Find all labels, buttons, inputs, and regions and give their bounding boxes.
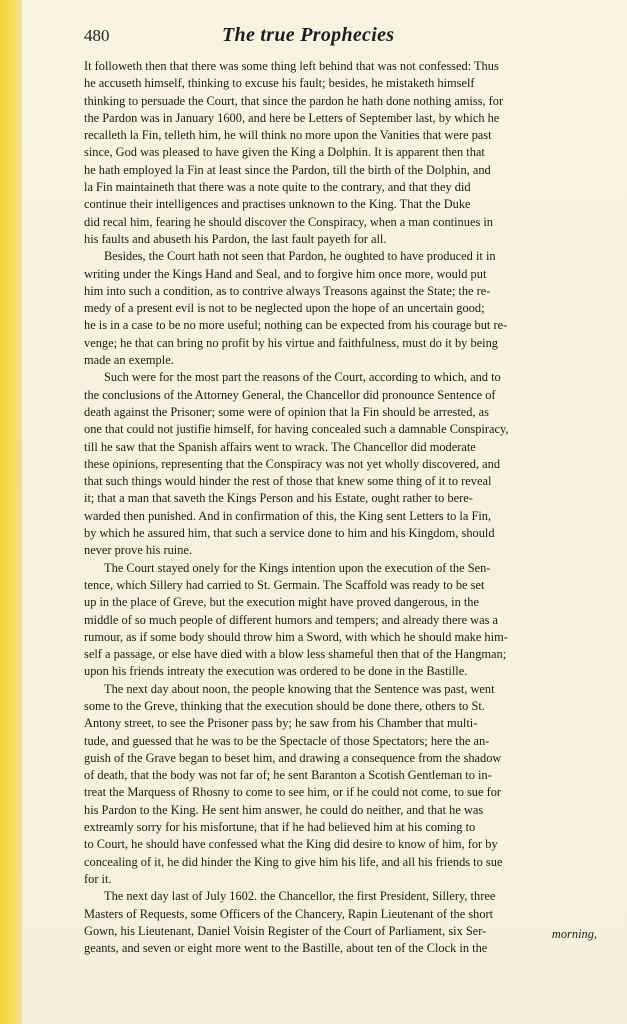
text-line: did recal him, fearing he should discover the Conspiracy, when a man continues in: [84, 214, 494, 229]
text-line: concealing of it, he did hinder the King to give him his life, and all his friends to sue: [84, 854, 503, 869]
text-line: guish of the Grave began to beset him, and drawing a consequence from the shadow: [84, 750, 502, 765]
text-line: it; that a man that saveth the Kings Person and his Estate, ought rather to bere-: [84, 491, 473, 506]
text-line: tude, and guessed that he was to be the Spectacle of those Spectators; here the an-: [84, 733, 490, 748]
text-line: he hath employed la Fin at least since the Pardon, till the birth of the Dolphin, and: [84, 162, 491, 177]
text-line: treat the Marquess of Rhosny to come to see him, or if he could not come, to sue for: [84, 785, 502, 800]
text-line: up in the place of Greve, but the execution might have proved dangerous, in the: [84, 595, 479, 610]
text-line: him into such a condition, as to contrive always Treasons against the State; the re-: [84, 283, 491, 298]
text-line: medy of a present evil is not to be neglected upon the hope of an uncertain good;: [84, 301, 485, 316]
text-line: It followeth then that there was some thing left behind that was not confessed: Thus: [84, 59, 499, 73]
text-line: Besides, the Court hath not seen that Pardon, he oughted to have produced it in: [104, 249, 496, 264]
text-line: made an exemple.: [84, 353, 174, 368]
catchword: morning,: [551, 927, 597, 941]
text-line: writing under the Kings Hand and Seal, and to forgive him once more, would put: [84, 266, 487, 281]
text-line: death against the Prisoner; some were of opinion that la Fin should be arrested, as: [84, 404, 490, 419]
text-line: Such were for the most part the reasons of the Court, according to which, and to: [104, 370, 501, 385]
text-line: recalleth la Fin, telleth him, he will think no more upon the Vanities that were past: [84, 128, 492, 143]
page-header: [84, 24, 604, 52]
text-line: to Court, he should have confessed what the King did desire to know of him, for by: [84, 837, 498, 852]
text-line: the conclusions of the Attorney General, the Chancellor did pronounce Sentence of: [84, 387, 496, 402]
running-title: The true Prophecies: [222, 24, 395, 46]
text-line: Masters of Requests, some Officers of the Chancery, Rapin Lieutenant of the short: [84, 906, 494, 921]
text-line: some to the Greve, thinking that the execution should be done there, others to St.: [84, 698, 485, 713]
text-line: he accuseth himself, thinking to excuse his fault; besides, he mistaketh himself: [84, 76, 475, 91]
text-line: for it.: [84, 871, 112, 886]
text-line: his Pardon to the King. He sent him answer, he could do neither, and that he was: [84, 802, 484, 817]
text-line: by which he assured him, that such a service done to him and his Kingdom, should: [84, 526, 495, 541]
text-line: these opinions, representing that the Conspiracy was not yet wholly discovered, and: [84, 456, 501, 471]
text-line: never prove his ruine.: [84, 543, 193, 558]
text-line: The next day last of July 1602. the Chancellor, the first President, Sillery, three: [104, 889, 496, 904]
text-line: till he saw that the Spanish affairs went to wrack. The Chancellor did moderate: [84, 439, 476, 454]
book-binding-edge: [0, 0, 22, 1024]
text-line: warded then punished. And in confirmation of this, the King sent Letters to la Fin,: [84, 508, 492, 523]
text-line: The next day about noon, the people knowing that the Sentence was past, went: [104, 681, 495, 696]
text-line: that such things would hinder the rest of those that knew some thing of it to reveal: [84, 474, 492, 489]
text-line: venge; he that can bring no profit by his virtue and faithfulness, must do it by being: [84, 335, 498, 350]
text-line: geants, and seven or eight more went to the Bastille, about ten of the Clock in the: [84, 941, 488, 956]
text-line: self a passage, or else have died with a blow less shameful then that of the Hangman;: [84, 647, 507, 662]
text-line: extreamly sorry for his misfortune, that if he had believed him at his coming to: [84, 820, 476, 835]
text-line: middle of so much people of different humors and tempers; and already there was a: [84, 612, 499, 627]
text-line: the Pardon was in January 1600, and here be Letters of September last, by which he: [84, 110, 500, 125]
text-line: since, God was pleased to have given the King a Dolphin. It is apparent then that: [84, 145, 485, 160]
text-line: thinking to persuade the Court, that since the pardon he hath done nothing amiss, for: [84, 93, 504, 108]
text-line: Antony street, to see the Prisoner pass by; he saw from his Chamber that multi-: [84, 716, 478, 731]
text-line: The Court stayed onely for the Kings intention upon the execution of the Sen-: [104, 560, 491, 575]
text-line: of death, that the body was not far of; he sent Baranton a Scotish Gentleman to in-: [84, 768, 492, 783]
text-line: he is in a case to be no more useful; nothing can be expected from his courage but re-: [84, 318, 508, 333]
body-text: [84, 58, 596, 957]
text-line: his faults and abuseth his Pardon, the last fault payeth for all.: [84, 231, 387, 246]
page-number: 480: [84, 26, 110, 45]
text-line: one that could not justifie himself, for having concealed such a damnable Conspiracy,: [84, 422, 509, 437]
text-line: continue their intelligences and practises unknown to the King. That the Duke: [84, 197, 471, 212]
text-line: la Fin maintaineth that there was a note quite to the contrary, and that they did: [84, 180, 471, 195]
text-line: rumour, as if some body should throw him a Sword, with which he should make him-: [84, 629, 508, 644]
text-line: Gown, his Lieutenant, Daniel Voisin Register of the Court of Parliament, six Ser-: [84, 923, 487, 938]
text-line: tence, which Sillery had carried to St. Germain. The Scaffold was ready to be set: [84, 577, 485, 592]
text-line: upon his friends intreaty the execution was ordered to be done in the Bastille.: [84, 664, 468, 679]
